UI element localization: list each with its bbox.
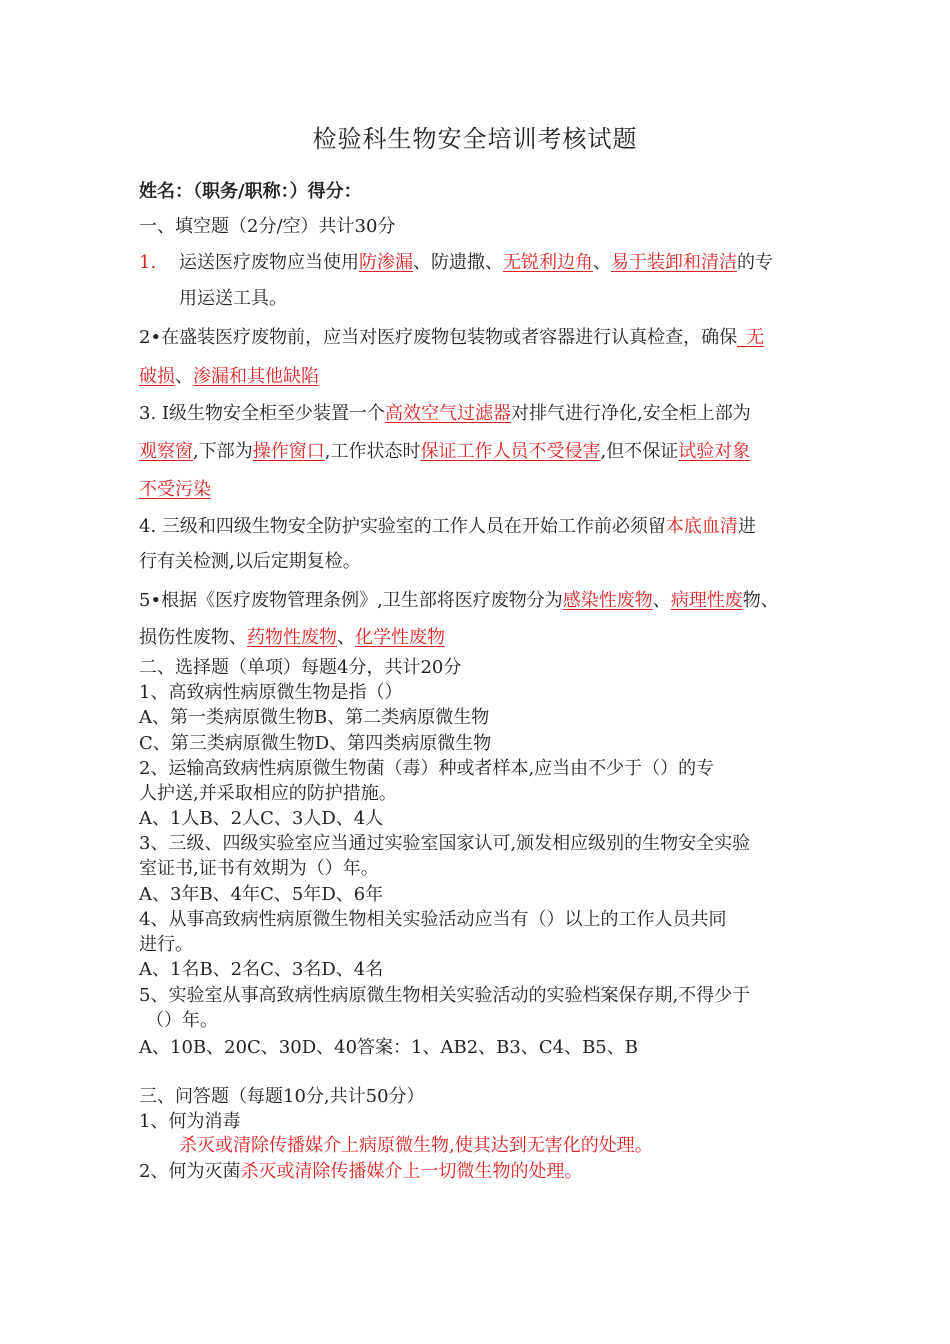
fill-q1-text-d: 、 [593,252,611,273]
fill-q4-line1 [139,516,756,538]
fill-q4-answer: 本底血清 [665,516,738,537]
fill-q3-text-f: ,但不保证 [600,441,679,462]
fill-q1-text-a: 运送医疗废物应当使用 [179,252,359,273]
fill-q1-line1 [139,252,773,274]
fill-q3-answer-5-cont: 不受污染 [139,479,211,500]
fill-q4-text-a: 4. 三级和四级生物安全防护实验室的工作人员在开始工作前必须留 [139,516,666,537]
qa-q2-line [139,1161,582,1183]
fill-q3-answer-2: 观察窗 [139,441,193,462]
fill-q2-line1 [139,327,764,349]
fill-q5-text-c: 、 [652,590,671,611]
section-1-heading: 一、填空题（2分/空）共计30分 [139,216,396,237]
fill-q2-text-c: 、 [175,366,193,387]
choice-line: 3、三级、四级实验室应当通过实验室国家认可,颁发相应级别的生物安全实验 [139,833,751,854]
fill-q1-line2: 用运送工具。 [179,288,287,309]
fill-q5-answer-3: 药物性废物 [247,627,337,648]
fill-q3-text-a: 3. Ⅰ级生物安全柜至少装置一个 [139,403,386,424]
choice-line: 室证书,证书有效期为（）年。 [139,858,379,879]
fill-q2-answer-2: 渗漏和其他缺陷 [193,366,319,387]
choice-line: （）年。 [146,1010,218,1031]
choice-line: A、1人B、2人C、3人D、4人 [139,808,384,829]
fill-q2-answer-1-cont: 破损 [139,366,175,387]
choice-line: 2、运输高致病性病原微生物菌（毒）种或者样本,应当由不少于（）的专 [139,758,715,779]
qa-q2-label: 2、何为灭菌 [139,1161,241,1182]
fill-q2-text-a: 2•在盛装医疗废物前，应当对医疗废物包装物或者容器进行认真检查，确保 [139,327,738,348]
fill-q1-number: 1. [139,252,157,273]
choice-line: 5、实验室从事高致病性病原微生物相关实验活动的实验档案保存期,不得少于 [139,985,751,1006]
fill-q1-text-e: 的专 [737,252,773,273]
fill-q3-text-c: 对排气进行净化,安全柜上部为 [511,403,751,424]
choice-line: A、第一类病原微生物B、第二类病原微生物 [139,707,490,728]
fill-q5-answer-2: 病理性废 [670,590,743,611]
fill-q4-text-c: 进 [737,516,756,537]
fill-q3-line2 [139,441,750,463]
qa-q1-answer: 杀灭或清除传播媒介上病原微生物,使其达到无害化的处理。 [179,1135,653,1156]
section-3-heading: 三、问答题（每题10分,共计50分） [139,1086,425,1107]
choice-line: C、第三类病原微生物D、第四类病原微生物 [139,733,492,754]
fill-q5-answer-1: 感染性废物 [562,590,653,611]
choice-line: 1、高致病性病原微生物是指（） [139,682,403,703]
choice-line: A、3年B、4年C、5年D、6年 [139,884,384,905]
fill-q5-text-f: 、 [337,627,355,648]
fill-q1-text-c: 、防遗撒、 [413,252,503,273]
fill-q1-answer-1: 防渗漏 [359,252,413,273]
fill-q3-answer-1: 高效空气过滤器 [385,403,512,424]
page-title: 检验科生物安全培训考核试题 [312,125,638,153]
section-2-heading: 二、选择题（单项）每题4分，共计20分 [139,657,462,678]
fill-q5-text-a: 5•根据《医疗废物管理条例》,卫生部将医疗废物分为 [139,590,563,611]
fill-q3-answer-3: 操作窗口 [252,441,325,462]
fill-q1-answer-3: 易于装卸和清洁 [611,252,737,273]
qa-q2-answer: 杀灭或清除传播媒介上一切微生物的处理。 [240,1161,583,1182]
fill-q2-answer-1: _无 [737,327,765,348]
fill-q3-text-d: ,下部为 [193,441,253,462]
header-line: 姓名：（职务/职称：）得分： [139,181,362,202]
fill-q4-line2: 行有关检测,以后定期复检。 [139,551,361,572]
choice-line: 4、从事高致病性病原微生物相关实验活动应当有（）以上的工作人员共同 [139,909,727,930]
choice-line: 人护送,并采取相应的防护措施。 [139,783,397,804]
fill-q5-answer-4: 化学性废物 [355,627,445,648]
fill-q5-line1 [139,590,779,612]
choice-line: A、1名B、2名C、3名D、4名 [139,959,384,980]
qa-q1-label: 1、何为消毒 [139,1111,241,1132]
fill-q3-text-e: ,工作状态时 [324,441,421,462]
fill-q3-answer-4: 保证工作人员不受侵害 [420,441,601,462]
fill-q5-text-d: 物、 [742,590,779,611]
fill-q5-text-e: 损伤性废物、 [139,627,247,648]
choice-line: 进行。 [139,934,193,955]
fill-q5-line2 [139,627,445,649]
choice-answers-line: A、10B、20C、30D、40答案：1、AB2、B3、C4、B5、B [139,1037,638,1058]
fill-q3-line3 [139,479,211,501]
fill-q2-line2 [139,366,319,388]
fill-q1-answer-2: 无锐利边角 [503,252,593,273]
fill-q3-line1 [139,403,751,425]
fill-q3-answer-5: 试验对象 [678,441,751,462]
